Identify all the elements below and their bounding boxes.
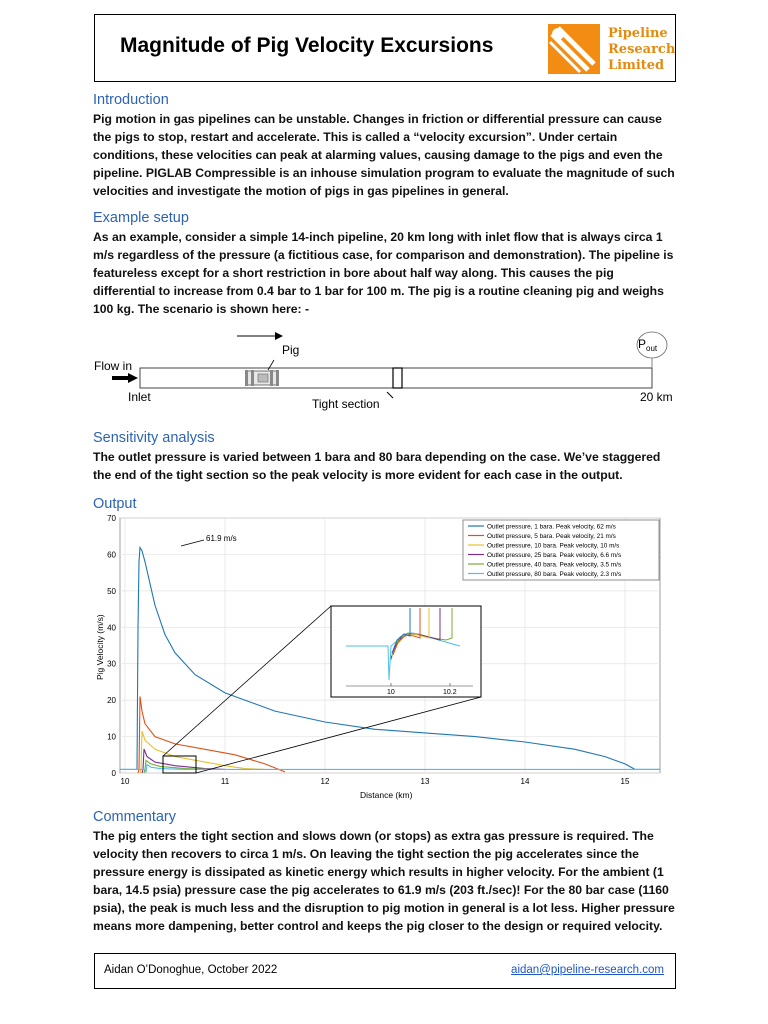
inset-frame — [331, 606, 481, 697]
inset-chart — [331, 606, 481, 697]
pipeline-diagram — [92, 326, 692, 416]
pig-icon — [245, 370, 279, 386]
y-tick-label: 40 — [107, 623, 116, 633]
footer-email-link[interactable]: aidan@pipeline-research.com — [511, 964, 664, 976]
peak-annotation: 61.9 m/s — [206, 534, 237, 543]
footer-author: Aidan O’Donoghue, October 2022 — [104, 964, 278, 976]
flow-in-label: Flow in — [94, 359, 133, 373]
y-tick-label: 30 — [107, 659, 116, 669]
pig-label: Pig — [282, 343, 300, 357]
y-tick-label: 10 — [107, 732, 116, 742]
introduction-text: Pig motion in gas pipelines can be unstable. Changes in friction or differential pressure can cause the pigs to stop, restart and accelerate. This is called a “velocity excursion”. Under certain conditions, these velocities can peak at alarming values, causing damage to the pigs and even the pipeline. PIGLAB Compressible is an inhouse simulation program to evaluate the magnitude of such velocities and investigate the motion of pigs in gas pipelines in general. — [93, 112, 675, 198]
logo-line: Pipeline — [608, 26, 668, 41]
pout-sub: out — [646, 344, 658, 353]
legend-label: Outlet pressure, 80 bara. Peak velocity, 2.3 m/s — [487, 571, 622, 578]
distance-label: 20 km — [640, 390, 673, 404]
tight-section-pointer — [387, 392, 393, 398]
example-text: As an example, consider a simple 14-inch pipeline, 20 km long with inlet flow that is always circa 1 m/s regardless of the pressure (a fictitious case, for comparison and demonstration). The pipeline is featureless except for a short restriction in bore about half way along. This causes the pig differential to increase from 0.4 bar to 1 bar for 100 m. The pig is a routine cleaning pig and weighs 100 kg. The scenario is shown here: - — [93, 230, 674, 316]
y-tick-label: 70 — [107, 514, 116, 523]
tight-section-label: Tight section — [312, 397, 380, 411]
logo-line: Research — [608, 42, 676, 57]
y-tick-label: 20 — [107, 696, 116, 706]
x-tick-label: 14 — [520, 777, 530, 786]
pout-main: P — [638, 337, 647, 351]
chart-legend — [463, 520, 659, 580]
introduction-heading: Introduction — [93, 92, 169, 108]
tight-section-marker — [393, 368, 402, 388]
x-axis-label: Distance (km) — [360, 790, 413, 800]
y-tick-label: 50 — [107, 586, 116, 596]
x-tick-label: 13 — [420, 777, 430, 786]
legend-label: Outlet pressure, 25 bara. Peak velocity, 6.6 m/s — [487, 552, 622, 559]
inset-tick-label: 10 — [387, 689, 395, 696]
y-axis-label: Pig Velocity (m/s) — [95, 614, 105, 680]
commentary-text: The pig enters the tight section and slows down (or stops) as extra gas pressure is required. The velocity then recovers to circa 1 m/s. On leaving the tight section the pig accelerates since the pressure energy is dissipated as kinetic energy which results in higher velocity. For the ambient (1 bara, 14.5 psia) pressure case the pig accelerates to 61.9 m/s (203 ft./sec)! For the 80 bar case (1160 psia), the peak is much less and the disruption to pig motion in general is a lot less. Higher pressure means more dampening, better control and keeps the pig closer to the design or required velocity. — [93, 829, 675, 933]
flow-in-arrowhead-icon — [128, 373, 138, 383]
legend-label: Outlet pressure, 5 bara. Peak velocity, 21 m/s — [487, 533, 616, 540]
y-tick-label: 0 — [111, 769, 116, 778]
sensitivity-text: The outlet pressure is varied between 1 bara and 80 bara depending on the case. We’ve staggered the end of the tight section so the peak velocity is more evident for each case in the output. — [93, 450, 661, 482]
company-logo — [548, 24, 676, 76]
x-tick-label: 11 — [220, 777, 230, 786]
legend-label: Outlet pressure, 10 bara. Peak velocity, 10 m/s — [487, 542, 620, 550]
page-title: Magnitude of Pig Velocity Excursions — [120, 34, 494, 57]
sensitivity-heading: Sensitivity analysis — [93, 430, 215, 446]
example-heading: Example setup — [93, 210, 189, 226]
legend-label: Outlet pressure, 40 bara. Peak velocity, 3.5 m/s — [487, 561, 622, 569]
logo-line: Limited — [608, 58, 665, 73]
inlet-label: Inlet — [128, 390, 151, 404]
logo-mark-icon — [548, 24, 600, 74]
logo-text — [608, 26, 675, 74]
commentary-heading: Commentary — [93, 809, 176, 825]
output-heading: Output — [93, 496, 137, 512]
inset-tick-label: 10.2 — [443, 689, 457, 696]
y-tick-label: 60 — [107, 550, 116, 560]
x-tick-label: 10 — [120, 777, 130, 786]
x-tick-label: 12 — [320, 777, 330, 786]
legend-label: Outlet pressure, 1 bara. Peak velocity, 62 m/s — [487, 523, 616, 531]
velocity-chart — [88, 510, 672, 804]
x-tick-label: 15 — [620, 777, 630, 786]
